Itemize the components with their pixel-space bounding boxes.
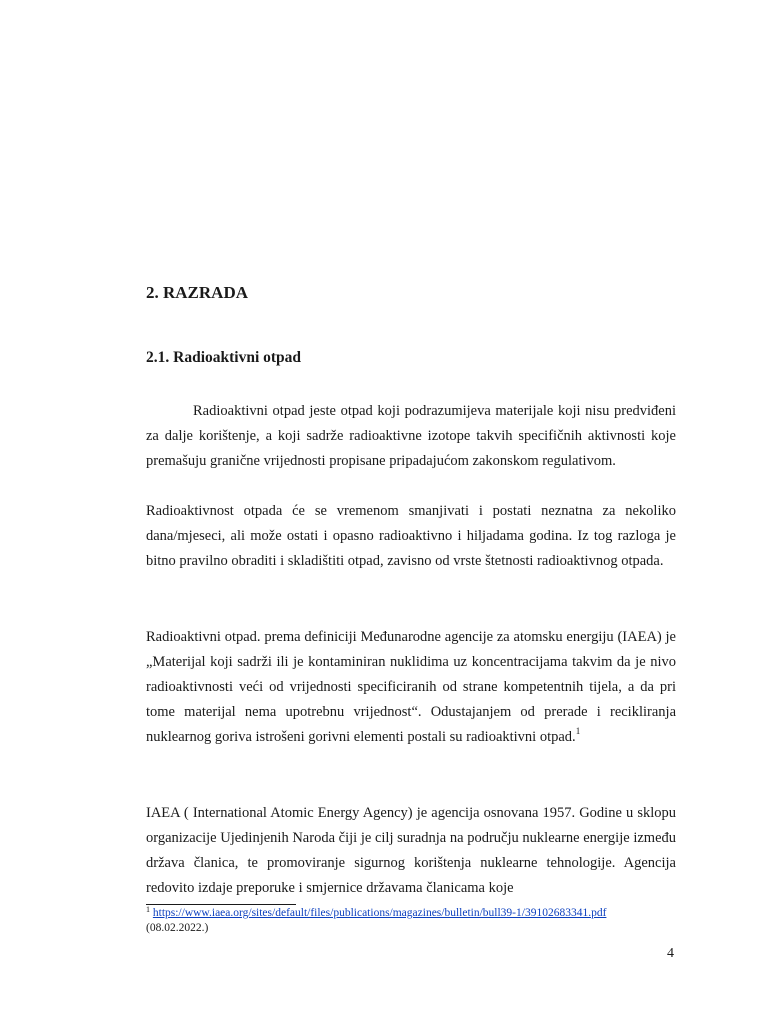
- footnote-reference[interactable]: 1: [575, 726, 581, 736]
- page-number: 4: [667, 946, 674, 961]
- paragraph-radioactivity: Radioaktivnost otpada će se vremenom smanjivati i postati neznatna za nekoliko dana/mjeseci, ali može ostati i opasno radioaktivno i hiljadama godina. Iz tog razloga je bitno pravilno obraditi i skladištiti otpad, zavisno od vrste štetnosti radioaktivnog otpada.: [146, 503, 676, 569]
- footnote-link[interactable]: https://www.iaea.org/sites/default/files/publications/magazines/bulletin/bull39-1/39102683341.pdf: [152, 907, 607, 919]
- paragraph-iaea-definition: [146, 625, 676, 750]
- subsection-heading: 2.1. Radioaktivni otpad: [146, 349, 302, 366]
- footnote-marker: 1: [146, 905, 150, 914]
- footnote: [146, 906, 686, 936]
- paragraph-definition: Radioaktivni otpad jeste otpad koji podrazumijeva materijale koji nisu predviđeni za dalje korištenje, a koji sadrže radioaktivne izotope takvih specifičnih aktivnosti koje premašuju granične vrijednosti propisane pripadajućom zakonskom regulativom.: [146, 403, 676, 469]
- paragraph-iaea-agency: IAEA ( International Atomic Energy Agency) je agencija osnovana 1957. Godine u sklopu organizacije Ujedinjenih Naroda čiji je cilj suradnja na području nuklearne energije između država članica, te promoviranje sigurnog korištenja nuklearne tehnologije. Agencija redovito izdaje preporuke i smjernice državama članicama koje: [146, 805, 676, 896]
- section-heading: 2. RAZRADA: [146, 283, 248, 302]
- footnote-divider: [146, 904, 296, 905]
- paragraph-iaea-definition-text: Radioaktivni otpad. prema definiciji Međunarodne agencije za atomsku energiju (IAEA) je „Materijal koji sadrži ili je kontaminiran nuklidima uz koncentracijama takvim da je nivo radioaktivnosti veći od vrijednosti specificiranih od strane kompetentnih tijela, a da pri tome materijal nema upotrebnu vrijednost“. Odustajanjem od prerade i recikliranja nuklearnog goriva istrošeni gorivni elementi postali su radioaktivni otpad.: [146, 629, 676, 745]
- footnote-date: (08.02.2022.): [146, 922, 209, 934]
